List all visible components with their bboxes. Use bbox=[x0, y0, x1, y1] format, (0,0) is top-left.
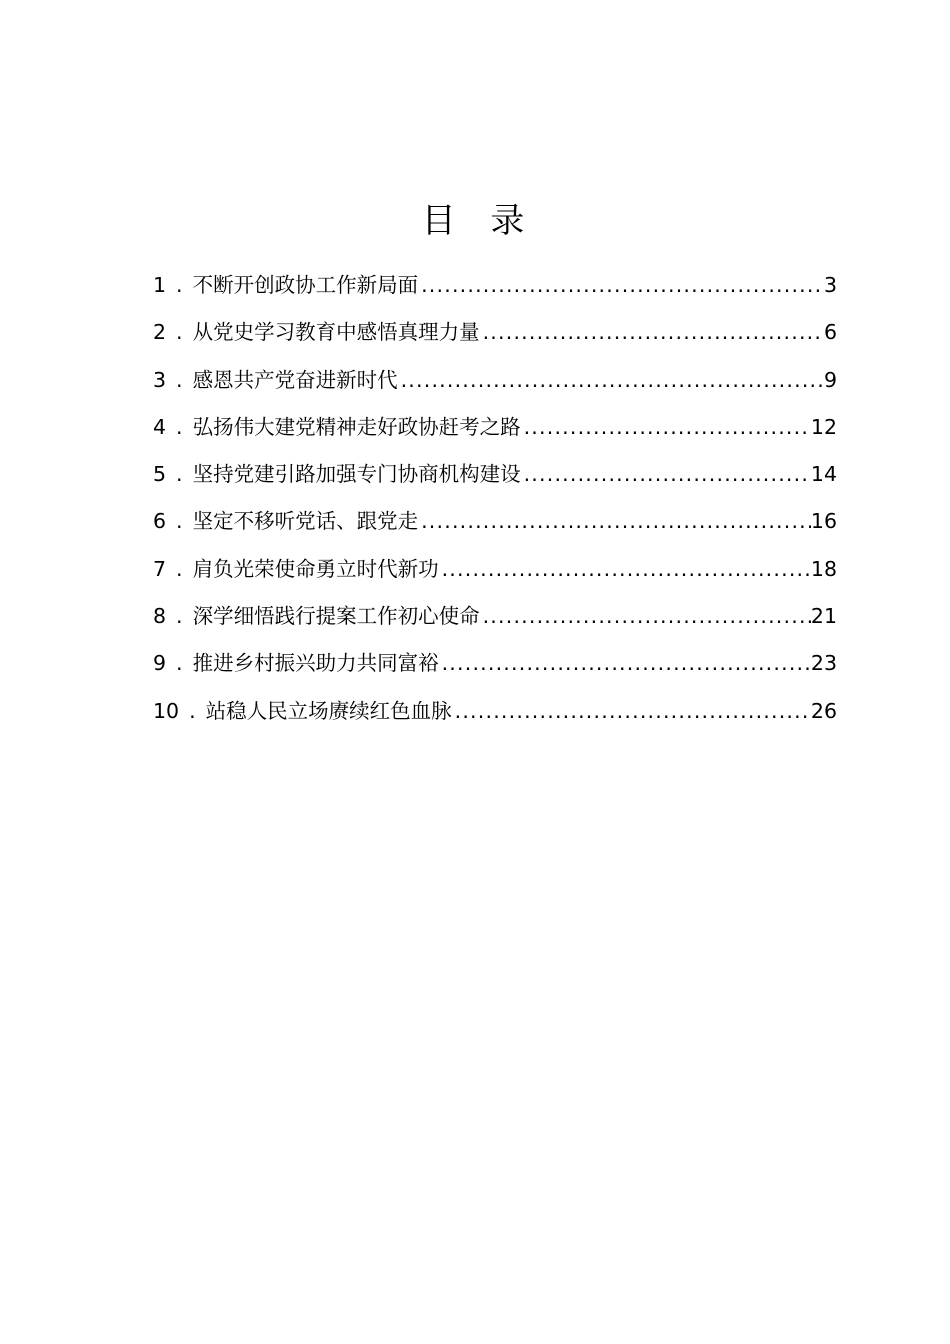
toc-dot-leader bbox=[439, 640, 811, 687]
toc-entry-title: 肩负光荣使命勇立时代新功 bbox=[192, 556, 439, 581]
toc-entry-page: 6 bbox=[823, 320, 837, 345]
toc-entry-number: 8 bbox=[153, 604, 167, 629]
toc-entry[interactable] bbox=[153, 593, 837, 640]
toc-dot-leader bbox=[418, 262, 824, 309]
toc-entry-page: 26 bbox=[810, 698, 837, 723]
toc-entry[interactable] bbox=[153, 451, 837, 498]
toc-dot-leader bbox=[480, 593, 811, 640]
toc-entry-title: 推进乡村振兴助力共同富裕 bbox=[192, 651, 439, 676]
toc-entry-separator: . bbox=[176, 651, 183, 676]
toc-entry-page: 21 bbox=[810, 604, 837, 629]
toc-entry-number: 5 bbox=[153, 462, 167, 487]
toc-entry[interactable] bbox=[153, 309, 837, 356]
toc-entry-separator: . bbox=[176, 604, 183, 629]
toc-entry-page: 14 bbox=[810, 462, 837, 487]
toc-entry-title: 从党史学习教育中感悟真理力量 bbox=[192, 320, 480, 345]
toc-entry-separator: . bbox=[176, 462, 183, 487]
toc-entry[interactable] bbox=[153, 688, 837, 735]
toc-entry-page: 23 bbox=[810, 651, 837, 676]
toc-entry-title: 感恩共产党奋进新时代 bbox=[192, 367, 398, 392]
toc-dot-leader bbox=[452, 688, 811, 735]
toc-entry-page: 16 bbox=[810, 509, 837, 534]
toc-entry-separator: . bbox=[176, 273, 183, 297]
toc-entry-number: 6 bbox=[153, 509, 167, 534]
toc-entry-separator: . bbox=[176, 367, 183, 392]
toc-dot-leader bbox=[398, 357, 824, 404]
toc-entry-number: 10 bbox=[153, 698, 180, 723]
toc-title: 目 录 bbox=[421, 200, 537, 241]
toc-dot-leader bbox=[439, 546, 811, 593]
toc-entry-title: 站稳人民立场赓续红色血脉 bbox=[205, 698, 452, 723]
toc-entry-page: 12 bbox=[810, 414, 837, 439]
toc-entry[interactable] bbox=[153, 357, 837, 404]
toc-dot-leader bbox=[480, 309, 824, 356]
toc-entry-number: 1 bbox=[153, 273, 167, 297]
toc-entry[interactable] bbox=[153, 640, 837, 687]
toc-entry-page: 18 bbox=[810, 556, 837, 581]
toc-entry-separator: . bbox=[176, 556, 183, 581]
toc-entry-separator: . bbox=[176, 320, 183, 345]
toc-entry-title: 深学细悟践行提案工作初心使命 bbox=[192, 604, 480, 629]
toc-entry-number: 7 bbox=[153, 556, 167, 581]
toc-entry-number: 3 bbox=[153, 367, 167, 392]
toc-entry-separator: . bbox=[176, 414, 183, 439]
toc-entry-number: 4 bbox=[153, 414, 167, 439]
toc-entry[interactable] bbox=[153, 546, 837, 593]
toc-entry-separator: . bbox=[189, 698, 196, 723]
toc-dot-leader bbox=[521, 404, 811, 451]
toc-entry-page: 9 bbox=[823, 367, 837, 392]
toc-entry[interactable] bbox=[153, 498, 837, 545]
toc-list bbox=[153, 262, 837, 735]
toc-entry[interactable] bbox=[153, 404, 837, 451]
toc-entry-page: 3 bbox=[823, 273, 837, 297]
toc-entry-number: 9 bbox=[153, 651, 167, 676]
toc-dot-leader bbox=[418, 498, 811, 545]
toc-entry-title: 坚持党建引路加强专门协商机构建设 bbox=[192, 462, 521, 487]
toc-entry[interactable] bbox=[153, 262, 837, 309]
toc-entry-title: 坚定不移听党话、跟党走 bbox=[192, 509, 419, 534]
toc-entry-separator: . bbox=[176, 509, 183, 534]
toc-entry-number: 2 bbox=[153, 320, 167, 345]
toc-dot-leader bbox=[521, 451, 811, 498]
toc-entry-title: 弘扬伟大建党精神走好政协赶考之路 bbox=[192, 414, 521, 439]
toc-entry-title: 不断开创政协工作新局面 bbox=[192, 273, 419, 297]
